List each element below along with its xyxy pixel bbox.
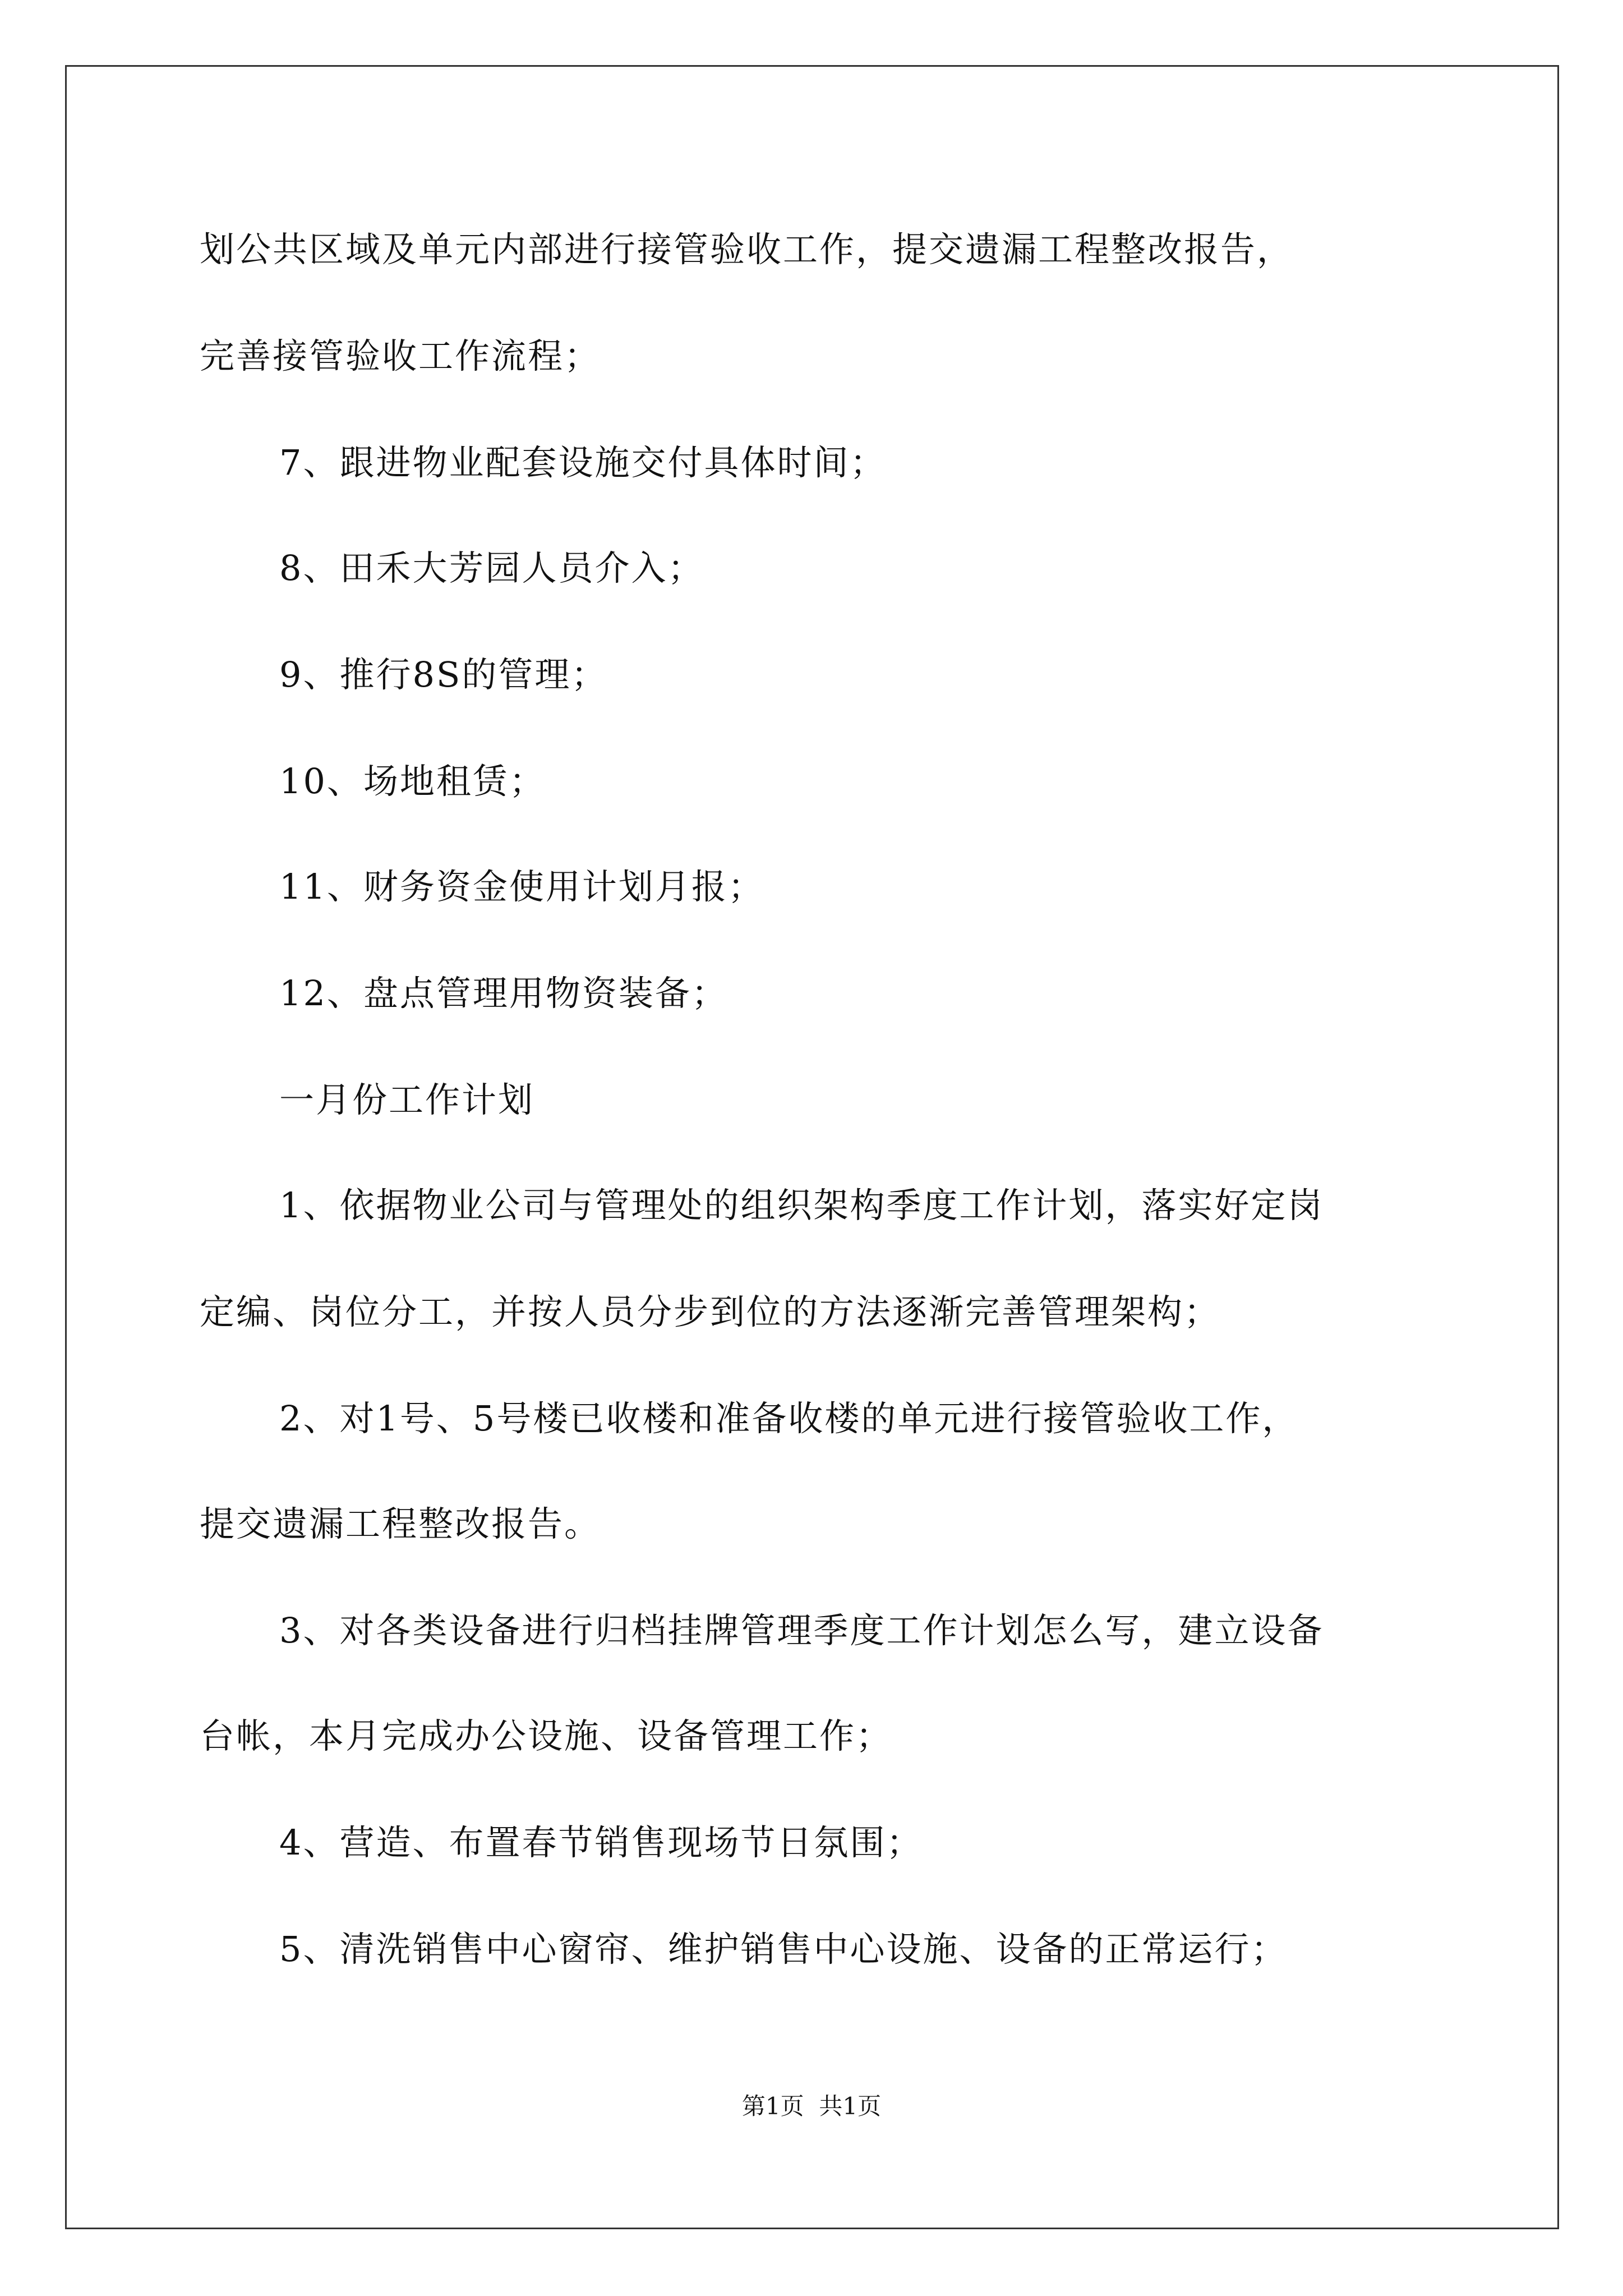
text-line: 5、清洗销售中心窗帘、维护销售中心设施、设备的正常运行； <box>279 1929 1288 1970</box>
text-line: 11、财务资金使用计划月报； <box>279 866 764 907</box>
text-line: 提交遗漏工程整改报告。 <box>200 1503 601 1544</box>
text-line: 7、跟进物业配套设施交付具体时间； <box>279 442 887 483</box>
page-border <box>65 65 1559 2229</box>
text-line: 1、依据物业公司与管理处的组织架构季度工作计划，落实好定岗 <box>279 1185 1324 1226</box>
text-line: 12、盘点管理用物资装备； <box>279 973 728 1014</box>
text-line: 8、田禾大芳园人员介入； <box>279 547 704 588</box>
text-line: 划公共区域及单元内部进行接管验收工作，提交遗漏工程整改报告， <box>200 229 1294 270</box>
text-line: 9、推行8S的管理； <box>279 654 608 695</box>
page-number-footer: 第1页 共1页 <box>741 2092 882 2120</box>
section-heading: 一月份工作计划 <box>279 1079 535 1120</box>
text-line: 完善接管验收工作流程； <box>200 335 601 376</box>
text-line: 3、对各类设备进行归档挂牌管理季度工作计划怎么写，建立设备 <box>279 1610 1324 1651</box>
text-line: 2、对1号、5号楼已收楼和准备收楼的单元进行接管验收工作， <box>279 1398 1299 1439</box>
text-line: 定编、岗位分工，并按人员分步到位的方法逐渐完善管理架构； <box>200 1291 1221 1332</box>
text-line: 台帐，本月完成办公设施、设备管理工作； <box>200 1715 893 1756</box>
text-line: 10、场地租赁； <box>279 761 546 802</box>
text-line: 4、营造、布置春节销售现场节日氛围； <box>279 1822 923 1863</box>
